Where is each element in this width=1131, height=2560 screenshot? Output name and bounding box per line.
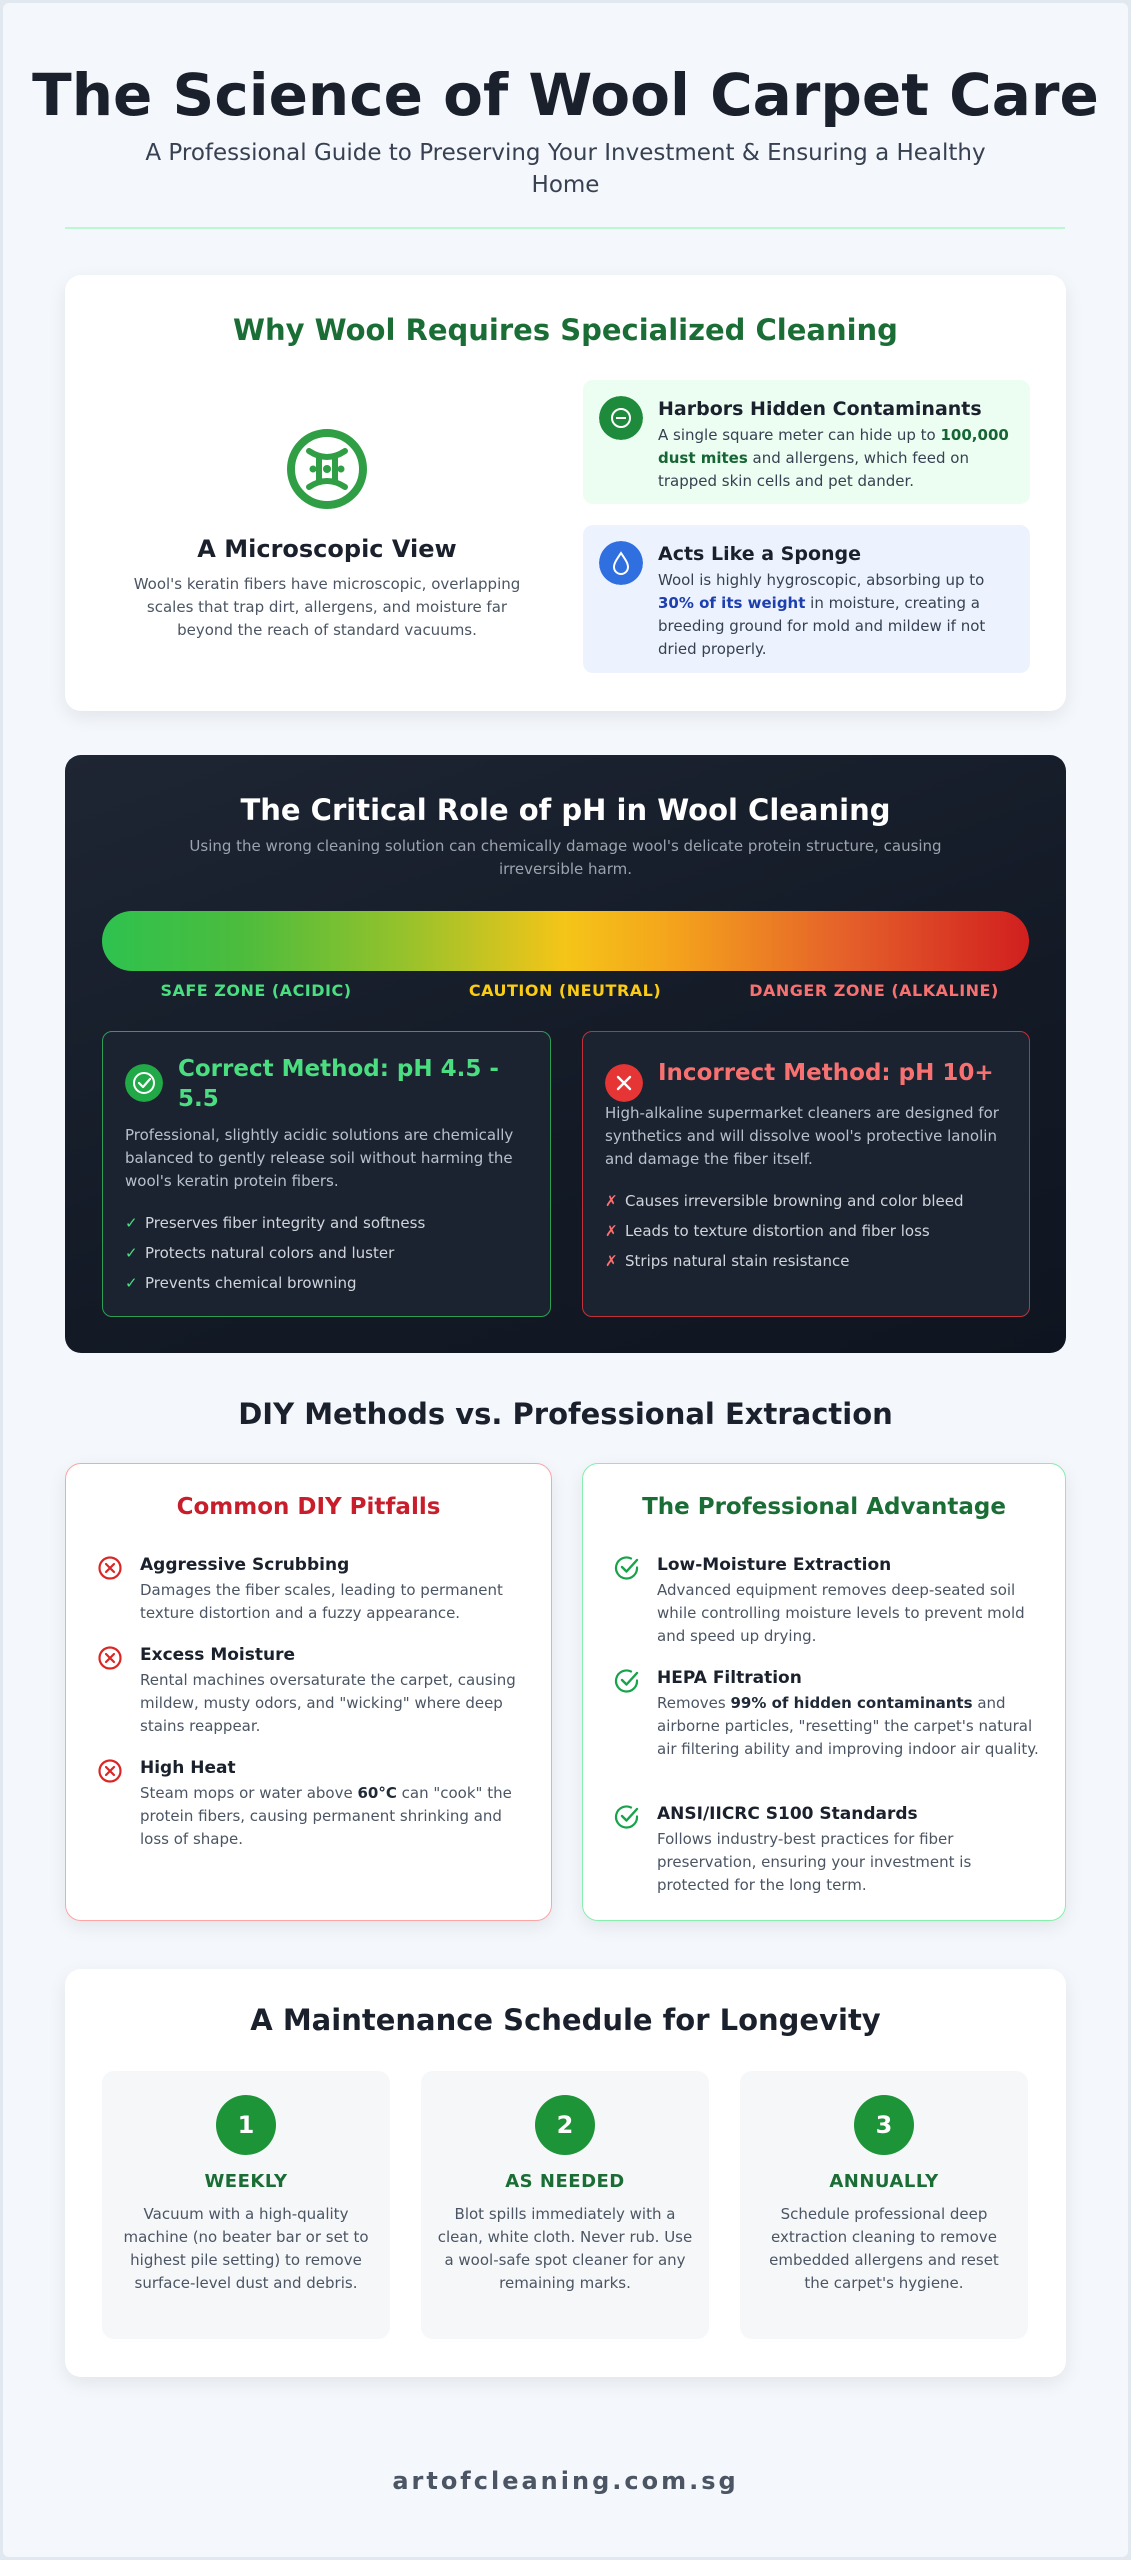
item-title: HEPA Filtration <box>657 1668 802 1688</box>
ph-zone-caution: CAUTION (NEUTRAL) <box>468 981 662 1000</box>
incorrect-method-card <box>582 1031 1030 1317</box>
pro-title: The Professional Advantage <box>642 1494 1006 1520</box>
x-circle-icon <box>96 1757 124 1785</box>
step-number: 2 <box>535 2095 595 2155</box>
check-circle-icon <box>613 1803 641 1831</box>
list-item: ✓ Prevents chemical browning <box>125 1274 357 1292</box>
item-text: Removes 99% of hidden contaminants and airborne particles, "resetting" the carpet's natural air filtering ability and improving indoor air quality. <box>657 1694 1039 1758</box>
micro-view-title: A Microscopic View <box>197 535 457 563</box>
feature-title: Harbors Hidden Contaminants <box>658 398 982 420</box>
diy-item <box>96 1757 536 1851</box>
step-number: 3 <box>854 2095 914 2155</box>
list-item: ✗ Strips natural stain resistance <box>605 1252 850 1270</box>
ph-zone-safe: SAFE ZONE (ACIDIC) <box>160 981 352 1000</box>
footer-site: artofcleaning.com.sg <box>392 2467 739 2495</box>
ph-scale-bar <box>102 911 1029 971</box>
pro-advantage-card <box>582 1463 1066 1921</box>
schedule-title: A Maintenance Schedule for Longevity <box>250 2003 881 2037</box>
micro-view-text: Wool's keratin fibers have microscopic, overlapping scales that trap dirt, allergens, and moisture far beyond the reach of standard vacuums. <box>133 575 521 639</box>
item-title: Low-Moisture Extraction <box>657 1555 892 1575</box>
item-title: Excess Moisture <box>140 1645 296 1665</box>
incorrect-method-title: Incorrect Method: pH 10+ <box>658 1060 994 1086</box>
ph-card <box>65 755 1066 1353</box>
correct-method-text: Professional, slightly acidic solutions are chemically balanced to gently release soil without harming the wool's keratin protein fibers. <box>125 1126 514 1190</box>
item-title: Aggressive Scrubbing <box>140 1555 350 1575</box>
wool-fiber-icon <box>285 427 369 511</box>
page-subtitle: A Professional Guide to Preserving Your Investment & Ensuring a Healthy Home <box>145 140 986 198</box>
list-item: ✗ Causes irreversible browning and color bleed <box>605 1192 964 1210</box>
x-circle-icon <box>96 1644 124 1672</box>
feature-contaminants <box>583 380 1030 504</box>
step-title: AS NEEDED <box>505 2171 625 2192</box>
item-text: Steam mops or water above 60°C can "cook" the protein fibers, causing permanent shrinking and loss of shape. <box>140 1784 512 1848</box>
item-text: Rental machines oversaturate the carpet, causing mildew, musty odors, and "wicking" where deep stains reappear. <box>140 1671 516 1735</box>
step-title: ANNUALLY <box>829 2171 939 2192</box>
step-text: Schedule professional deep extraction cleaning to remove embedded allergens and reset the carpet's hygiene. <box>769 2205 999 2292</box>
item-title: High Heat <box>140 1758 236 1778</box>
infographic-page <box>3 3 1128 2557</box>
check-circle-icon <box>613 1554 641 1582</box>
correct-method-list <box>125 1208 535 1298</box>
correct-method-card <box>102 1031 551 1317</box>
x-circle-icon <box>96 1554 124 1582</box>
diy-item <box>96 1644 536 1738</box>
feature-title: Acts Like a Sponge <box>658 543 862 565</box>
list-item: ✓ Protects natural colors and luster <box>125 1244 395 1262</box>
feature-sponge <box>583 525 1030 673</box>
diy-item <box>96 1554 536 1625</box>
list-item: ✓ Preserves fiber integrity and softness <box>125 1214 426 1232</box>
schedule-step-weekly <box>102 2071 390 2339</box>
schedule-step-annually <box>740 2071 1028 2339</box>
page-title: The Science of Wool Carpet Care <box>32 61 1099 129</box>
pro-item <box>613 1554 1053 1648</box>
diy-pitfalls-card <box>65 1463 552 1921</box>
list-item: ✗ Leads to texture distortion and fiber loss <box>605 1222 930 1240</box>
pro-item <box>613 1803 1053 1897</box>
pro-item <box>613 1667 1053 1761</box>
why-wool-card <box>65 275 1066 711</box>
step-text: Vacuum with a high-quality machine (no beater bar or set to highest pile setting) to remove surface-level dust and debris. <box>123 2205 369 2292</box>
item-title: ANSI/IICRC S100 Standards <box>657 1804 918 1824</box>
ph-title: The Critical Role of pH in Wool Cleaning <box>240 793 891 827</box>
step-title: WEEKLY <box>204 2171 288 2192</box>
item-text: Follows industry-best practices for fiber preservation, ensuring your investment is protected for the long term. <box>657 1830 972 1894</box>
schedule-step-as-needed <box>421 2071 709 2339</box>
ph-zone-danger: DANGER ZONE (ALKALINE) <box>749 981 999 1000</box>
check-circle-icon <box>125 1064 163 1102</box>
water-drop-icon <box>599 541 643 585</box>
step-number: 1 <box>216 2095 276 2155</box>
incorrect-method-text: High-alkaline supermarket cleaners are designed for synthetics and will dissolve wool's protective lanolin and damage the fiber itself. <box>605 1104 999 1168</box>
x-circle-icon <box>605 1064 643 1102</box>
feature-text: A single square meter can hide up to 100,000 dust mites and allergens, which feed on trapped skin cells and pet dander. <box>658 426 1009 490</box>
header-divider <box>65 227 1065 229</box>
item-text: Advanced equipment removes deep-seated soil while controlling moisture levels to prevent mold and speed up drying. <box>657 1581 1025 1645</box>
contaminant-icon <box>599 396 643 440</box>
correct-method-title: Correct Method: pH 4.5 - 5.5 <box>178 1056 499 1112</box>
incorrect-method-list <box>605 1186 1015 1276</box>
schedule-card <box>65 1969 1066 2377</box>
step-text: Blot spills immediately with a clean, white cloth. Never rub. Use a wool-safe spot cleaner for any remaining marks. <box>437 2205 693 2292</box>
compare-title: DIY Methods vs. Professional Extraction <box>238 1397 893 1431</box>
item-text: Damages the fiber scales, leading to permanent texture distortion and a fuzzy appearance. <box>140 1581 503 1622</box>
ph-subtitle: Using the wrong cleaning solution can chemically damage wool's delicate protein structure, causing irreversible harm. <box>189 837 942 878</box>
diy-title: Common DIY Pitfalls <box>176 1494 441 1520</box>
feature-text: Wool is highly hygroscopic, absorbing up to 30% of its weight in moisture, creating a breeding ground for mold and mildew if not dried properly. <box>658 571 986 658</box>
check-circle-icon <box>613 1667 641 1695</box>
why-wool-title: Why Wool Requires Specialized Cleaning <box>233 313 898 347</box>
